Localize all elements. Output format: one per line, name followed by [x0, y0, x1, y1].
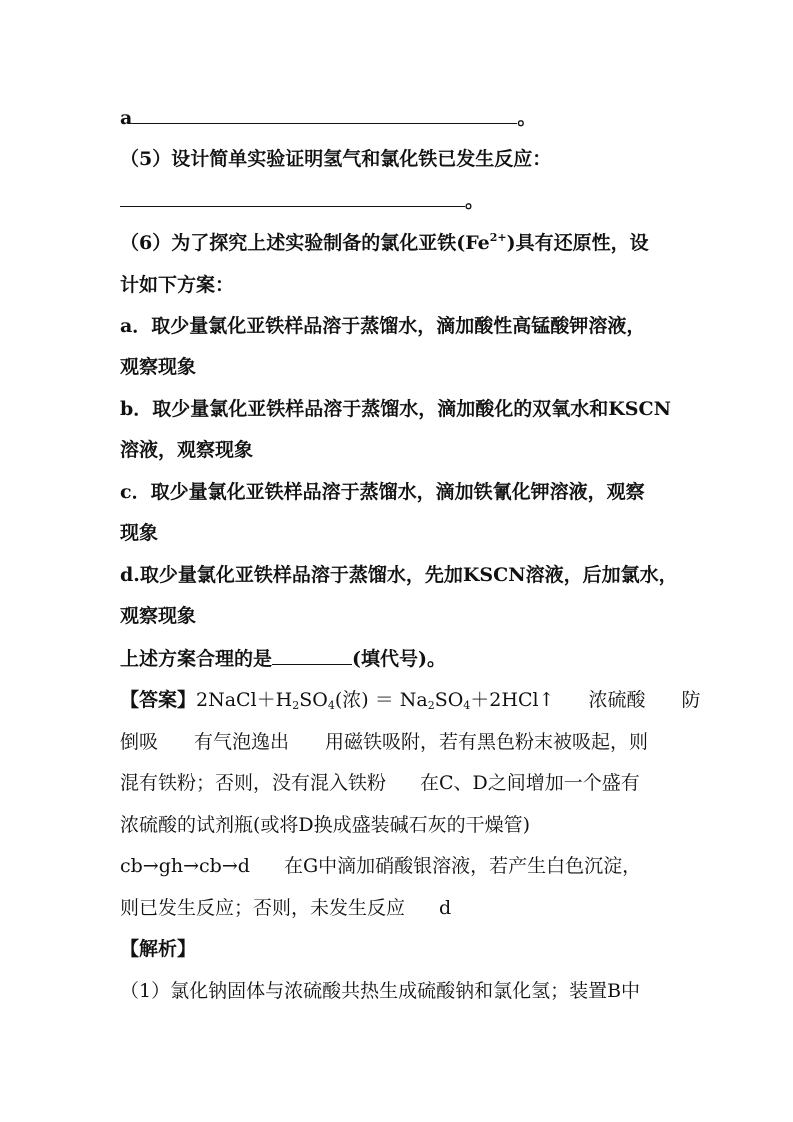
option-a-line2: 观察现象	[120, 356, 197, 378]
answer-line3: 混有铁粉；否则，没有混入铁粉 在C、D之间增加一个盛有	[120, 772, 640, 794]
answer-line6: 则已发生反应；否则，未发生反应 d	[120, 897, 452, 919]
answer-line2: 倒吸 有气泡逸出 用磁铁吸附，若有黑色粉末被吸起，则	[120, 731, 649, 753]
answer-line1: 【答案】$2NaCl+H_2SO_4$(浓) ＝ $Na_2SO_4+2HCl↑$ 浓硫酸 防	[120, 689, 701, 712]
analysis-label: 【解析】	[120, 938, 197, 960]
answer-line4: 浓硫酸的试剂瓶(或将D换成盛装碱石灰的干燥管)	[120, 814, 531, 836]
analysis-line1: （1）氯化钠固体与浓硫酸共热生成硫酸钠和氯化氢；装置B中	[120, 980, 641, 1002]
option-b-line1: b．取少量氯化亚铁样品溶于蒸馏水，滴加酸化的双氧水和KSCN	[120, 398, 672, 420]
option-d-line1: d.取少量氯化亚铁样品溶于蒸馏水，先加KSCN溶液，后加氯水，	[120, 564, 678, 586]
q5-answer-line: 。	[120, 188, 680, 214]
q4-answer-line: a 。	[120, 107, 537, 129]
q5-blank	[120, 188, 465, 207]
prompt-blank	[272, 646, 352, 665]
q5-question: （5）设计简单实验证明氢气和氯化铁已发生反应：	[120, 148, 552, 170]
q6-question-line2: 计如下方案：	[120, 274, 235, 296]
option-d-line2: 观察现象	[120, 605, 197, 627]
q4-blank	[132, 105, 517, 124]
option-c-line2: 现象	[120, 522, 159, 544]
option-a-line1: a．取少量氯化亚铁样品溶于蒸馏水，滴加酸性高锰酸钾溶液，	[120, 315, 646, 337]
option-b-line2: 溶液，观察现象	[120, 439, 254, 461]
q6-question-line1: （6）为了探究上述实验制备的氯化亚铁$(Fe^{2+})$具有还原性，设	[120, 231, 649, 254]
option-c-line1: c．取少量氯化亚铁样品溶于蒸馏水，滴加铁氰化钾溶液，观察	[120, 481, 645, 503]
answer-prompt: 上述方案合理的是 (填代号)。	[120, 648, 446, 670]
answer-line5: cb→gh→cb→d 在G中滴加硝酸银溶液，若产生白色沉淀，	[120, 855, 642, 877]
